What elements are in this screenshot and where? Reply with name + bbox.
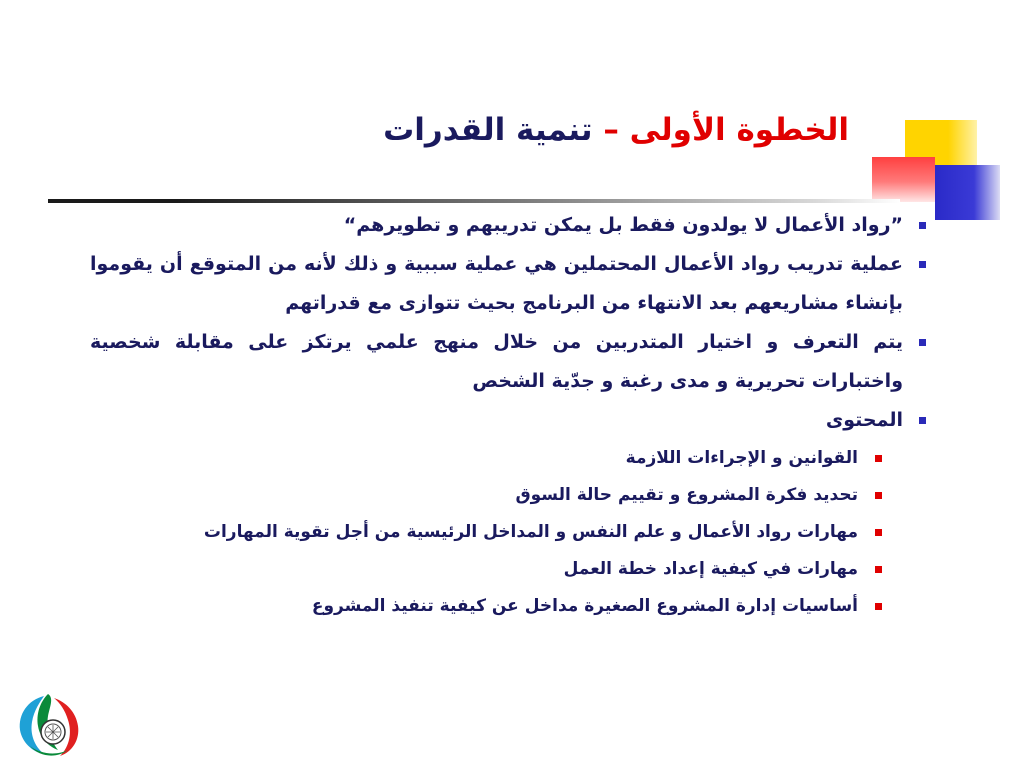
sub-bullet-item [90,477,935,514]
sub-bullet-marker [875,492,882,499]
sub-bullet-text: مهارات رواد الأعمال و علم النفس و المداخل الرئيسية من أجل تقوية المهارات [203,522,858,542]
bullet-list [90,206,935,625]
decor-blue-square [935,165,1000,220]
sub-bullet-text: تحديد فكرة المشروع و تقييم حالة السوق [515,485,858,505]
bullet-marker [919,417,926,424]
bullet-text: ”رواد الأعمال لا يولدون فقط بل يمكن تدريبهم و تطويرهم“ [343,214,903,236]
bullet-marker [919,222,926,229]
logo-emblem-icon [10,688,90,758]
bullet-text: يتم التعرف و اختيار المتدربين من خلال منهج علمي يرتكز على مقابلة شخصية واختبارات تحريرية و مدى رغبة و جدّية الشخص [90,331,903,392]
slide-title [383,100,849,160]
sub-bullet-item [90,588,935,625]
bullet-marker [919,339,926,346]
decor-red-square [872,157,935,202]
sub-bullet-marker [875,566,882,573]
bullet-text: عملية تدريب رواد الأعمال المحتملين هي عملية سببية و ذلك لأنه من المتوقع أن يقوموا بإنشاء مشاريعهم بعد الانتهاء من البرنامج بحيث تتوازى مع قدراتهم [90,253,903,314]
sub-bullet-marker [875,455,882,462]
sub-bullet-text: مهارات في كيفية إعداد خطة العمل [563,559,858,579]
sub-bullet-item [90,551,935,588]
sub-bullet-item [90,514,935,551]
bullet-item [90,206,935,245]
title-divider [48,199,900,203]
title-separator: – [603,112,619,148]
bullet-text: المحتوى [825,409,903,431]
bullet-item [90,245,935,323]
title-part-1: الخطوة الأولى [629,112,849,148]
bullet-item [90,401,935,440]
sub-bullet-marker [875,529,882,536]
bullet-item [90,323,935,401]
sub-bullet-text: أساسيات إدارة المشروع الصغيرة مداخل عن كيفية تنفيذ المشروع [311,596,858,616]
bullet-marker [919,261,926,268]
sub-bullet-item [90,440,935,477]
title-part-2: تنمية القدرات [383,112,593,148]
sub-bullet-text: القوانين و الإجراءات اللازمة [625,448,858,468]
sub-bullet-marker [875,603,882,610]
